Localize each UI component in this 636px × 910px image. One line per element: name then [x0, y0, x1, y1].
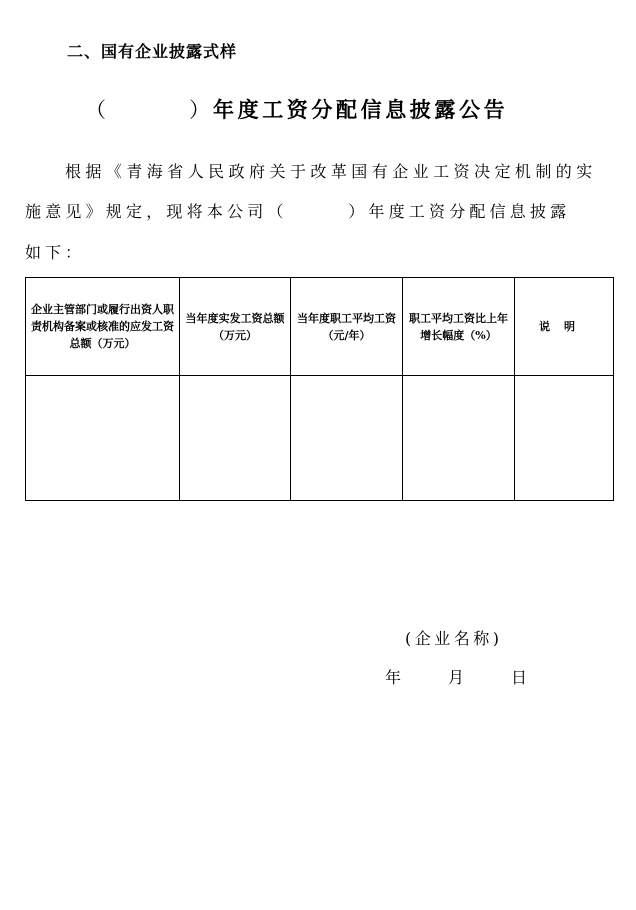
cell-approved-total-wage[interactable] — [26, 376, 180, 501]
header-notes: 说明 — [515, 278, 614, 376]
header-approved-total-wage: 企业主管部门或履行出资人职责机构备案或核准的应发工资总额（万元） — [26, 278, 180, 376]
cell-notes[interactable] — [515, 376, 614, 501]
date-year-label: 年 — [385, 668, 402, 687]
header-wage-growth: 职工平均工资比上年增长幅度（%） — [403, 278, 515, 376]
header-average-wage: 当年度职工平均工资（元/年） — [291, 278, 403, 376]
header-actual-total-wage: 当年度实发工资总额（万元） — [180, 278, 291, 376]
document-title — [85, 94, 585, 130]
date-month-label: 月 — [448, 668, 465, 687]
table-row — [26, 376, 614, 501]
date-day-label: 日 — [511, 668, 528, 687]
cell-average-wage[interactable] — [291, 376, 403, 501]
company-name-placeholder: (企业名称) — [405, 629, 503, 648]
wage-disclosure-table — [25, 277, 614, 501]
title-paren-open: （ — [85, 98, 106, 122]
table-header-row — [26, 278, 614, 376]
body-line-3: 如下： — [25, 243, 86, 262]
title-text: 年度工资分配信息披露公告 — [213, 98, 509, 122]
cell-wage-growth[interactable] — [403, 376, 515, 501]
section-heading: 二、国有企业披露式样 — [67, 42, 238, 61]
title-paren-close: ） — [189, 98, 210, 122]
body-line-1: 根据《青海省人民政府关于改革国有企业工资决定机制的实 — [65, 162, 597, 181]
body-line-2: 施意见》规定，现将本公司（ ）年度工资分配信息披露 — [25, 202, 571, 221]
cell-actual-total-wage[interactable] — [180, 376, 291, 501]
